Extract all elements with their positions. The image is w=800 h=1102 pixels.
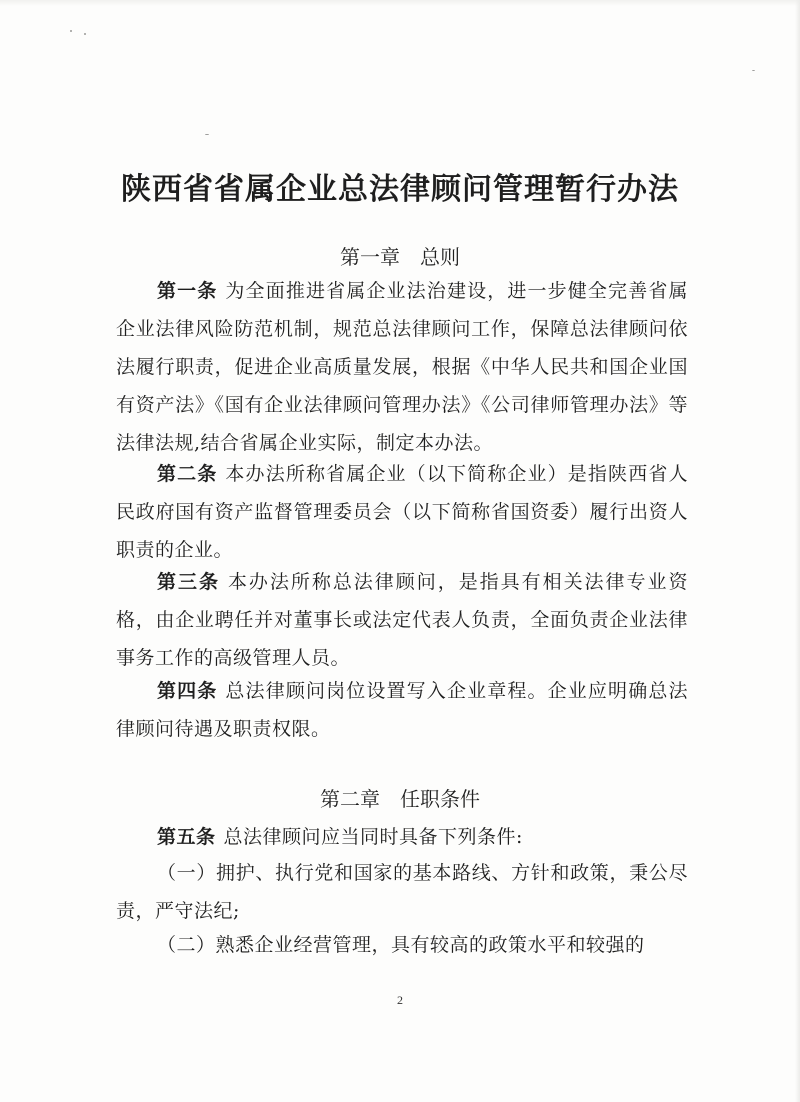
article-label: 第二条 xyxy=(157,463,218,485)
chapter-name: 总则 xyxy=(420,245,460,269)
page-number: 2 xyxy=(397,993,403,1007)
article-label: 第四条 xyxy=(157,680,218,702)
article-paragraph xyxy=(116,455,688,569)
article-text: 总法律顾问应当同时具备下列条件: xyxy=(223,826,523,848)
list-item xyxy=(116,926,688,964)
document-title: 陕西省省属企业总法律顾问管理暂行办法 xyxy=(121,172,679,207)
chapter-number: 第二章 xyxy=(320,787,380,811)
article-paragraph xyxy=(116,272,688,462)
article-label: 第三条 xyxy=(157,571,220,593)
list-item-text: （二）熟悉企业经营管理，具有较高的政策水平和较强的 xyxy=(157,934,645,956)
scan-speck xyxy=(205,134,209,135)
scan-speck xyxy=(84,33,86,35)
article-text: 总法律顾问岗位设置写入企业章程。企业应明确总法律顾问待遇及职责权限。 xyxy=(116,680,688,740)
scan-speck xyxy=(70,30,72,32)
article-text: 本办法所称省属企业（以下简称企业）是指陕西省人民政府国有资产监督管理委员会（以下简称省国资委）履行出资人职责的企业。 xyxy=(116,463,688,561)
article-text: 本办法所称总法律顾问，是指具有相关法律专业资格，由企业聘任并对董事长或法定代表人负责，全面负责企业法律事务工作的高级管理人员。 xyxy=(116,571,688,669)
scan-edge-right xyxy=(795,0,800,1102)
article-label: 第一条 xyxy=(157,280,218,302)
article-text: 为全面推进省属企业法治建设，进一步健全完善省属企业法律风险防范机制，规范总法律顾问工作，保障总法律顾问依法履行职责，促进企业高质量发展，根据《中华人民共和国企业国有资产法》《国有企业法律顾问管理办法》《公司律师管理办法》等法律法规,结合省属企业实际，制定本办法。 xyxy=(116,280,688,454)
chapter-name: 任职条件 xyxy=(400,787,480,811)
list-item-text: （一）拥护、执行党和国家的基本路线、方针和政策，秉公尽责，严守法纪; xyxy=(116,862,688,922)
scan-edge-top xyxy=(0,0,800,6)
chapter-number: 第一章 xyxy=(340,245,400,269)
chapter-heading-2 xyxy=(0,784,800,814)
article-paragraph xyxy=(116,672,688,748)
article-label: 第五条 xyxy=(157,826,216,848)
scan-speck xyxy=(752,70,755,71)
chapter-heading-1 xyxy=(0,242,800,272)
article-paragraph xyxy=(116,818,688,856)
list-item xyxy=(116,854,688,930)
article-paragraph xyxy=(116,563,688,677)
